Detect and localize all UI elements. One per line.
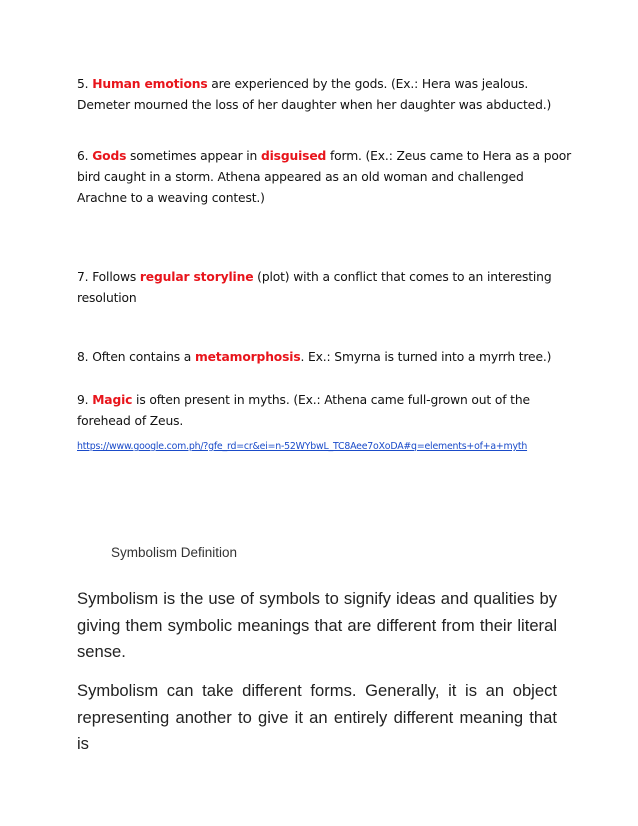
myth-element-6 bbox=[77, 146, 577, 209]
item-text: sometimes appear in bbox=[126, 149, 261, 163]
item-prefix: 6. bbox=[77, 149, 93, 163]
symbolism-paragraph-1: Symbolism is the use of symbols to signify ideas and qualities by giving them symbolic meanings that are different from their literal sense. bbox=[77, 589, 557, 661]
symbolism-heading: Symbolism Definition bbox=[111, 545, 238, 560]
highlight-regular-storyline: regular storyline bbox=[139, 270, 254, 284]
item-text: . Ex.: Smyrna is turned into a myrrh tree.) bbox=[300, 350, 552, 364]
highlight-human-emotions: Human emotions bbox=[92, 77, 208, 91]
item-prefix: 7. Follows bbox=[77, 270, 140, 284]
item-prefix: 9. bbox=[77, 393, 93, 407]
item-text: is often present in myths. (Ex.: Athena came full-grown out of the forehead of Zeus. bbox=[77, 393, 530, 428]
myth-element-5 bbox=[77, 74, 577, 116]
symbolism-paragraph-2: Symbolism can take different forms. Generally, it is an object representing another to give it an entirely different meaning that is bbox=[77, 681, 557, 753]
highlight-metamorphosis: metamorphosis bbox=[194, 350, 301, 364]
item-text: (plot) with a conflict that comes to an interesting resolution bbox=[77, 270, 552, 305]
myth-element-9 bbox=[77, 390, 577, 432]
source-link[interactable]: https://www.google.com.ph/?gfe_rd=cr&ei=n-52WYbwL_TC8Aee7oXoDA#q=elements+of+a+myth bbox=[77, 441, 528, 452]
item-prefix: 8. Often contains a bbox=[77, 350, 195, 364]
highlight-gods: Gods bbox=[92, 149, 127, 163]
myth-element-8 bbox=[77, 347, 577, 368]
myth-element-7 bbox=[77, 267, 577, 309]
highlight-magic: Magic bbox=[92, 393, 133, 407]
item-prefix: 5. bbox=[77, 77, 93, 91]
highlight-disguised: disguised bbox=[260, 149, 327, 163]
item-text: are experienced by the gods. (Ex.: Hera was jealous. Demeter mourned the loss of her daughter when her daughter was abducted.) bbox=[77, 77, 552, 112]
item-text-2: form. (Ex.: Zeus came to Hera as a poor bird caught in a storm. Athena appeared as an old woman and challenged Arachne to a weaving contest.) bbox=[77, 149, 572, 205]
